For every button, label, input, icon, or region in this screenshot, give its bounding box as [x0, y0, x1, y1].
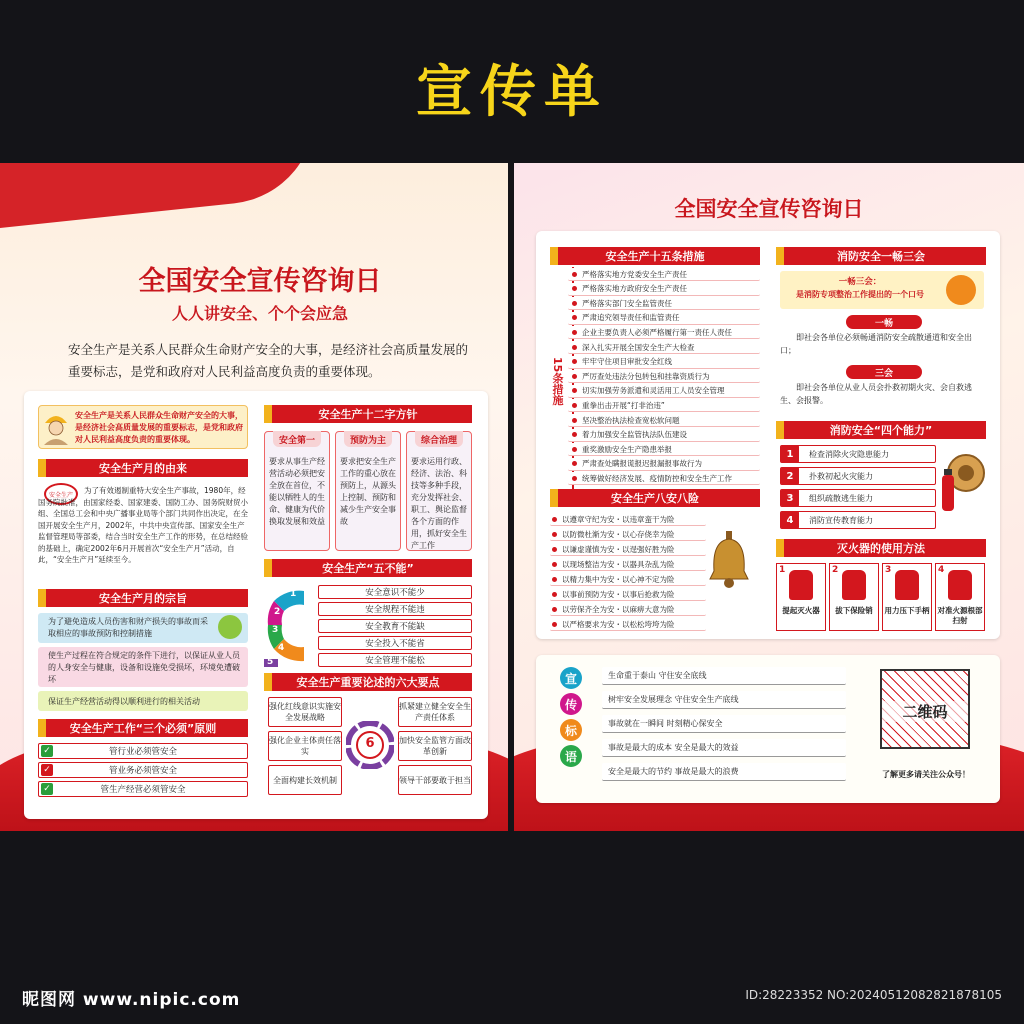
extinguisher-step [882, 563, 932, 631]
six-point-item: 加快安全监管方面改革创新 [398, 731, 472, 761]
five-no-num: 3 [272, 625, 279, 635]
extinguisher-title: 灭火器的使用方法 [776, 539, 986, 557]
eight-item-text: 以防微杜渐为安・以心存侥幸为险 [562, 529, 675, 539]
slogan-item: 树牢安全发展理念 守住安全生产底线 [602, 691, 846, 709]
check-icon: ✓ [41, 745, 53, 757]
eight-item-text: 以现场整洁为安・以器具杂乱为险 [562, 559, 675, 569]
step-number: 2 [832, 565, 839, 575]
bullet-icon [572, 476, 577, 481]
bell-icon [704, 531, 754, 591]
twelve-title: 安全生产十二字方针 [264, 405, 472, 423]
must-item [38, 781, 248, 797]
six-point-item: 强化红线意识实施安全发展战略 [268, 697, 342, 727]
extinguisher-icon [842, 570, 866, 600]
bullet-icon [572, 403, 577, 408]
fifteen-item [568, 429, 760, 442]
fifteen-item-text: 企业主要负责人必须严格履行第一责任人责任 [582, 327, 732, 337]
left-title: 全国安全宣传咨询日 [138, 266, 382, 297]
step-label: 对准火源根部扫射 [937, 606, 983, 625]
fire-equipment-icon [938, 445, 986, 517]
fifteen-item-text: 切实加强劳务派遣和灵活用工人员安全管理 [582, 386, 725, 396]
eight-item-text: 以遵章守纪为安・以违章蛮干为险 [562, 514, 675, 524]
purpose-title: 安全生产月的宗旨 [38, 589, 248, 607]
fifteen-item [568, 458, 760, 471]
four-item-number: 3 [781, 489, 799, 507]
fifteen-item-text: 着力加强安全监管执法队伍建设 [582, 430, 687, 440]
twelve-col-head: 预防为主 [344, 431, 392, 447]
fifteen-item [568, 297, 760, 310]
page-title: 宣传单 [416, 59, 608, 125]
fifteen-item-text: 牢牢守住项目审批安全红线 [582, 357, 672, 367]
fifteen-item [568, 385, 760, 398]
eight-item-text: 以劳保齐全为安・以麻痹大意为险 [562, 604, 675, 614]
six-point-item: 领导干部要敢于担当 [398, 765, 472, 795]
four-item-text: 组织疏散逃生能力 [809, 493, 873, 503]
fifteen-item-text: 严格落实地方政府安全生产责任 [582, 284, 687, 294]
bullet-icon [572, 359, 577, 364]
fifteen-side-label: 15条措施 [551, 356, 564, 406]
fire-slogan-body: 是消防专项整治工作提出的一个口号 [796, 290, 924, 299]
fifteen-item-text: 严肃追究领导责任和监管责任 [582, 313, 680, 323]
fifteen-item [568, 312, 760, 325]
fifteen-item-text: 严厉查处违法分包转包和挂靠资质行为 [582, 371, 710, 381]
fire-slogan-box [780, 271, 984, 309]
five-no-title: 安全生产“五不能” [264, 559, 472, 577]
fifteen-item [568, 341, 760, 354]
must-item [38, 762, 248, 778]
fifteen-item [568, 399, 760, 412]
bullet-icon [572, 447, 577, 452]
eight-item-text: 以谦虚谨慎为安・以逞强好胜为险 [562, 544, 675, 554]
slogan-item: 生命重于泰山 守住安全底线 [602, 667, 846, 685]
four-item [780, 467, 936, 485]
safety-logo-text: 安全生产 [48, 491, 73, 499]
purpose-item-text: 保证生产经营活动得以顺利进行的相关活动 [48, 697, 200, 706]
yichang-text: 即社会各单位必须畅通消防安全疏散通道和安全出口； [780, 333, 972, 355]
twelve-col-body: 要求把安全生产工作的重心放在预防上，从源头上控制、预防和减少生产安全事故 [340, 457, 396, 526]
bullet-icon [552, 622, 557, 627]
five-no-item: 安全管理不能松 [318, 653, 472, 667]
slogan-char-badge: 语 [560, 745, 582, 767]
watermark-id: ID:28223352 NO:20240512082821878105 [745, 988, 1002, 1002]
four-title: 消防安全“四个能力” [776, 421, 986, 439]
fifteen-item [568, 356, 760, 369]
four-item-number: 1 [781, 445, 799, 463]
four-item-number: 2 [781, 467, 799, 485]
sanhui-label: 三会 [846, 365, 922, 379]
bullet-icon [572, 301, 577, 306]
purpose-item-2 [38, 647, 248, 687]
right-panel [514, 163, 1024, 831]
six-point-item: 抓紧建立健全安全生产责任体系 [398, 697, 472, 727]
left-content-card [24, 391, 488, 819]
must-item-text: 管行业必须管安全 [108, 747, 177, 757]
fifteen-item [568, 472, 760, 485]
step-number: 4 [938, 565, 945, 575]
slogan-card [536, 655, 1000, 803]
purpose-item-3 [38, 691, 248, 711]
check-icon: ✓ [41, 764, 53, 776]
must-item-text: 管生产经营必须管安全 [100, 785, 186, 795]
bullet-icon [572, 388, 577, 393]
bullet-icon [572, 315, 577, 320]
five-no-num: 5 [267, 657, 274, 667]
four-item [780, 489, 936, 507]
slogan-item: 事故就在一瞬间 时刻精心保安全 [602, 715, 846, 733]
five-no-num: 2 [274, 607, 281, 617]
fifteen-item-text: 深入扎实开展全国安全生产大检查 [582, 342, 695, 352]
five-no-item: 安全规程不能违 [318, 602, 472, 616]
eight-item-text: 以严格要求为安・以松松垮垮为险 [562, 619, 675, 629]
fifteen-side [550, 271, 564, 491]
fifteen-title: 安全生产十五条措施 [550, 247, 760, 265]
fifteen-item-text: 重奖激励安全生产隐患举报 [582, 444, 672, 454]
slogan-item: 安全是最大的节约 事故是最大的浪费 [602, 763, 846, 781]
fire-title: 消防安全一畅三会 [776, 247, 986, 265]
bullet-icon [572, 345, 577, 350]
eight-item [550, 528, 706, 541]
qr-code[interactable] [880, 669, 970, 749]
bullet-icon [552, 577, 557, 582]
left-subtitle: 人人讲安全、个个会应急 [171, 304, 348, 323]
slogan-item: 事故是最大的成本 安全是最大的效益 [602, 739, 846, 757]
qr-caption: 了解更多请关注公众号！ [882, 770, 970, 779]
banner-text: 安全生产是关系人民群众生命财产安全的大事，是经济社会高质量发展的重要标志，是党和政府对人民利益高度负责的重要体现。 [75, 411, 243, 444]
bullet-icon [572, 272, 577, 277]
twelve-col-3 [406, 431, 472, 551]
purpose-item-text: 为了避免造成人员伤害和财产损失的事故而采取相应的事故预防和控制措施 [48, 617, 208, 638]
eight-item [550, 573, 706, 586]
must-title: 安全生产工作“三个必须”原则 [38, 719, 248, 737]
step-number: 3 [885, 565, 892, 575]
bullet-icon [572, 330, 577, 335]
extinguisher-icon [895, 570, 919, 600]
fifteen-item [568, 268, 760, 281]
fifteen-item [568, 283, 760, 296]
banner-box [38, 405, 248, 449]
four-item [780, 445, 936, 463]
eight-item [550, 603, 706, 616]
six-points-wheel [346, 721, 394, 769]
six-point-item: 全面构建长效机制 [268, 765, 342, 795]
origin-text: 为了有效遏制重特大安全生产事故，1980年，经国务院批准，由国家经委、国家建委、国防工办、国务院财贸小组、全国总工会和中央广播事业局等个部门共同作出决定，在全国开展安全生产月，2002年，中共中央宣传部、国家安全生产监督管理局等部委，结合当时安全生产工作的形势，在总结经验的基础上，确定2002年6月开展首次“安全生产月”活动，自此，“安全生产月”延续至今。 [38, 486, 248, 564]
twelve-col-1 [264, 431, 330, 551]
extinguisher-icon [948, 570, 972, 600]
bullet-icon [552, 532, 557, 537]
bullet-icon [552, 517, 557, 522]
sanhui-text: 即社会各单位从业人员会扑救初期火灾、会自救逃生、会报警。 [780, 383, 972, 405]
fifteen-item [568, 414, 760, 427]
eight-item [550, 543, 706, 556]
twelve-col-2 [335, 431, 401, 551]
five-no-num: 4 [278, 643, 285, 653]
eight-item [550, 513, 706, 526]
bullet-icon [572, 374, 577, 379]
twelve-col-body: 要求运用行政、经济、法治、科技等多种手段，充分发挥社会、职工、舆论监督各个方面的作用，抓好安全生产工作 [411, 457, 467, 550]
twelve-col-head: 安全第一 [273, 431, 321, 447]
eight-title: 安全生产八安八险 [550, 489, 760, 507]
five-no-item: 安全投入不能省 [318, 636, 472, 650]
bullet-icon [552, 547, 557, 552]
twelve-col-head: 综合治理 [415, 431, 463, 447]
step-label: 用力压下手柄 [884, 606, 930, 615]
right-content-card [536, 231, 1000, 639]
five-no-item: 安全意识不能少 [318, 585, 472, 599]
yichang-label: 一畅 [846, 315, 922, 329]
step-number: 1 [779, 565, 786, 575]
five-no-wheel [264, 585, 310, 667]
bullet-icon [552, 607, 557, 612]
slogan-char-badge: 传 [560, 693, 582, 715]
six-points-title: 安全生产重要论述的六大要点 [264, 673, 472, 691]
five-no-num: 1 [290, 589, 297, 599]
check-icon: ✓ [41, 783, 53, 795]
eight-item [550, 558, 706, 571]
must-item-text: 管业务必须管安全 [108, 766, 177, 776]
fifteen-item [568, 370, 760, 383]
bullet-icon [552, 592, 557, 597]
fire-slogan-head: 一畅三会： [838, 277, 882, 287]
five-no-item: 安全教育不能缺 [318, 619, 472, 633]
step-label: 提起灭火器 [782, 606, 820, 615]
bullet-icon [572, 286, 577, 291]
purpose-item-1 [38, 613, 248, 643]
extinguisher-step [829, 563, 879, 631]
fifteen-item-text: 严格落实部门安全监管责任 [582, 298, 672, 308]
eight-item [550, 588, 706, 601]
eight-item [550, 618, 706, 631]
four-item [780, 511, 936, 529]
bullet-icon [552, 562, 557, 567]
origin-title: 安全生产月的由来 [38, 459, 248, 477]
left-panel [0, 163, 508, 831]
twelve-col-body: 要求从事生产经营活动必须把安全放在首位，不能以牺牲人的生命、健康为代价换取发展和效益 [269, 457, 325, 526]
safety-mascot-icon [218, 615, 242, 639]
extinguisher-icon [789, 570, 813, 600]
must-item [38, 743, 248, 759]
four-item-text: 检查消除火灾隐患能力 [809, 449, 889, 459]
eight-item-text: 以精力集中为安・以心神不定为险 [562, 574, 675, 584]
step-label: 拔下保险销 [835, 606, 873, 615]
extinguisher-step [935, 563, 985, 631]
qr-label: 二维码 [882, 701, 968, 722]
red-ribbon-decoration [0, 163, 324, 232]
fire-mascot-icon [946, 275, 976, 305]
fifteen-item-text: 严肃查处瞒报谎报迟报漏报事故行为 [582, 459, 702, 469]
four-item-number: 4 [781, 511, 799, 529]
fifteen-item-text: 坚决整治执法检查宽松软问题 [582, 415, 680, 425]
fifteen-item [568, 443, 760, 456]
bullet-icon [572, 418, 577, 423]
extinguisher-step [776, 563, 826, 631]
four-item-text: 消防宣传教育能力 [809, 515, 873, 525]
left-intro: 安全生产是关系人民群众生命财产安全的大事，是经济社会高质量发展的重要标志，是党和政府对人民利益高度负责的重要体现。 [68, 342, 469, 379]
slogan-char-badge: 标 [560, 719, 582, 741]
right-title: 全国安全宣传咨询日 [674, 196, 864, 221]
six-points-center: 6 [365, 736, 375, 751]
eight-item-text: 以事前预防为安・以事后抢救为险 [562, 589, 675, 599]
fifteen-item-text: 重拳出击开展“打非治违” [582, 400, 665, 410]
slogan-char-badge: 宣 [560, 667, 582, 689]
bullet-icon [572, 461, 577, 466]
fifteen-item [568, 326, 760, 339]
bullet-icon [572, 432, 577, 437]
fifteen-item-text: 严格落实地方党委安全生产责任 [582, 269, 687, 279]
purpose-item-text: 使生产过程在符合规定的条件下进行，以保证从业人员的人身安全与健康，设备和设施免受损坏，环境免遭破坏 [48, 651, 240, 684]
six-point-item: 强化企业主体责任落实 [268, 731, 342, 761]
fifteen-item-text: 统筹做好经济发展、疫情防控和安全生产工作 [582, 473, 732, 483]
worker-icon [41, 409, 71, 445]
four-item-text: 扑救初起火灾能力 [809, 471, 873, 481]
watermark-site: 昵图网 www.nipic.com [22, 990, 241, 1010]
